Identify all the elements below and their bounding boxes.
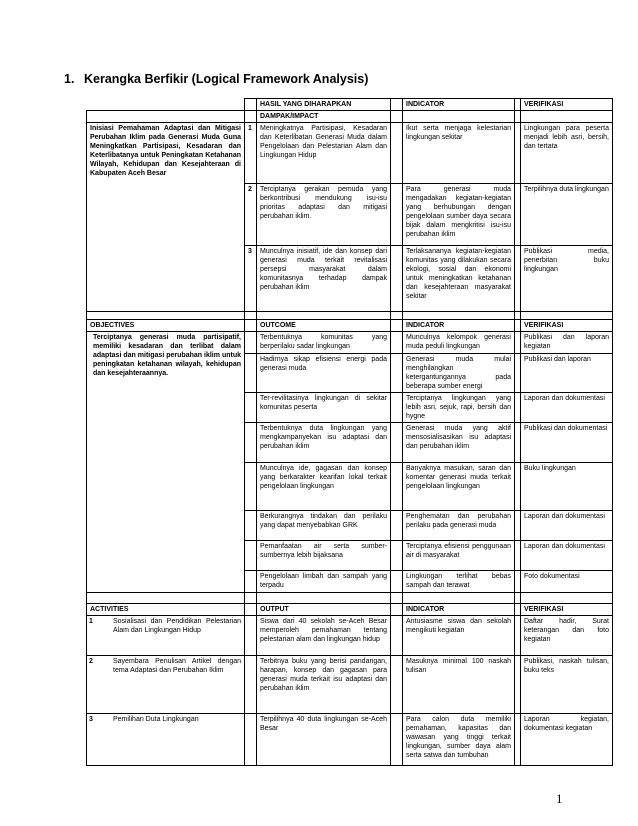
objective-statement: Terciptanya generasi muda partisipatif, memiliki kesadaran dan terlibat dalam adaptasi dan mitigasi perubahan iklim untuk peningkatan ketahanan wilayah, kehidupan dan kesejahteraannya. [87,332,245,593]
verification-cell: Laporan dan dokumentasi [521,511,613,541]
objectives-verification-header: VERIFIKASI [521,320,613,332]
impact-cell: Terciptanya gerakan pemuda yang berkontribusi mendukung isu-isu prioritas adaptasi dan mitigasi perubahan iklim. [257,184,391,246]
verification-cell: Publikasi dan laporan kegiatan [521,332,613,354]
indicator-cell: Penghematan dan perubahan perilaku pada generasi muda [403,511,515,541]
goal-row-number: 3 [245,246,257,312]
goal-row [87,123,613,184]
indicator-cell: Masuknya minimal 100 naskah tulisan [403,656,515,714]
activities-verification-header: VERIFIKASI [521,604,613,616]
goal-subheader-row [87,111,613,123]
indicator-cell: Terciptanya efisiensi penggunaan air di masyarakat [403,541,515,571]
section-title: Kerangka Berfikir (Logical Framework Analysis) [84,72,369,86]
activity-cell [87,656,245,714]
verification-cell: Terpilihnya duta lingkungan [521,184,613,246]
verification-cell: Publikasi, naskah tulisan, buku teks [521,656,613,714]
goal-row-number: 1 [245,123,257,184]
activity-number: 2 [89,658,93,665]
indicator-cell: Banyaknya masukan, saran dan komentar generasi muda terkait pengelolaan lingkungan [403,463,515,511]
spacer-row [87,593,613,604]
spacer-row [87,312,613,320]
verification-cell: Foto dokumentasi [521,571,613,593]
indicator-cell: Generasi muda yang aktif mensosialisasikan isu adaptasi dan perubahan iklim [403,423,515,463]
verification-cell: Laporan dan dokumentasi [521,393,613,423]
outcome-cell: Terbentuknya komunitas yang berperilaku sadar lingkungan [257,332,391,354]
outcome-cell: Munculnya ide, gagasan dan konsep yang berkarakter kearifan lokal terkait pengelolaan lingkungan [257,463,391,511]
outcome-cell: Pemanfaatan air serta sumber-sumbernya lebih bijaksana [257,541,391,571]
objectives-header-row [87,320,613,332]
activity-cell [87,616,245,656]
goal-header-row [87,99,613,111]
verification-cell: Daftar hadir, Surat keterangan dan foto kegiatan [521,616,613,656]
outcome-cell: Pengelolaan limbah dan sampah yang terpadu [257,571,391,593]
outcome-header: OUTCOME [257,320,391,332]
verification-cell: Buku lingkungan [521,463,613,511]
logframe-table-wrapper [86,98,612,778]
page-number: 1 [556,791,563,806]
outcome-cell: Terbentuknya duta lingkungan yang mengkampanyekan isu adaptasi dan perubahan iklim [257,423,391,463]
section-number: 1. [64,72,75,86]
activity-row [87,616,613,656]
output-header: OUTPUT [257,604,391,616]
activity-number: 1 [89,618,93,625]
indicator-cell: Ikut serta menjaga kelestarian lingkungan sekitar [403,123,515,184]
impact-cell: Meningkatnya Partisipasi, Kesadaran dan Keterlibatan Generasi Muda dalam Pengelolaan dan Pelestarian Alam dan Lingkungan Hidup [257,123,391,184]
verification-cell: Laporan kegiatan, dokumentasi kegiatan [521,714,613,766]
objectives-indicator-header: INDICATOR [403,320,515,332]
indicator-cell: Antusiasme siswa dan sekolah mengikuti kegiatan [403,616,515,656]
output-cell: Terpilihnya 40 duta lingkungan se-Aceh Besar [257,714,391,766]
verification-cell: Laporan dan dokumentasi [521,541,613,571]
impact-subheader: DAMPAK/IMPACT [257,111,391,123]
activity-text: Pemilihan Duta Lingkungan [113,716,199,723]
goal-statement: Inisiasi Pemahaman Adaptasi dan Mitigasi Perubahan Iklim pada Generasi Muda Guna Meningkatkan Partisipasi, Kesadaran dan Keterlibatanya untuk Peningkatan Ketahanan Wilayah, Kehidupan dan Kesejahteraan di Kabupaten Aceh Besar [87,123,245,312]
goal-verification-header: VERIFIKASI [521,99,613,111]
activities-indicator-header: INDICATOR [403,604,515,616]
indicator-cell: Lingkungan terlihat bebas sampah dan terawat [403,571,515,593]
activity-text: Sayembara Penulisan Artikel dengan tema Adaptasi dan Perubahan Iklim [113,658,241,674]
indicator-cell: Terciptanya lingkungan yang lebih asri, sejuk, rapi, bersih dan hygne [403,393,515,423]
outcome-cell: Hadirnya sikap efisiensi energi pada generasi muda [257,354,391,393]
activity-row [87,656,613,714]
activity-row [87,714,613,766]
verification-cell: Publikasi media, penerbitan buku lingkungan [521,246,613,312]
logframe-table [86,98,613,766]
indicator-cell: Para calon duta memiliki pemahaman, kapasitas dan wawasan yang tinggi terkait lingkungan, sumber daya alam serta satwa dan tumbuhan [403,714,515,766]
activity-cell [87,714,245,766]
verification-cell: Lingkungan para peserta menjadi lebih asri, bersih, dan tertata [521,123,613,184]
impact-cell: Munculnya inisiatif, ide dan konsep dari generasi muda terkait revitalisasi persepsi masyarakat dalam komunitasnya terhadap dampak perubahan iklim [257,246,391,312]
activity-number: 3 [89,716,93,723]
activity-text: Sosialisasi dan Pendidikan Pelestarian Alam dan Lingkungan Hidup [113,618,241,634]
impact-header: HASIL YANG DIHARAPKAN [257,99,391,111]
objectives-header: OBJECTIVES [87,320,245,332]
output-cell: Terbitnya buku yang berisi pandangan, harapan, konsep dan gagasan para generasi muda terkait isu adaptasi dan perubahan iklim [257,656,391,714]
outcome-cell: Berkurangnya tindakan dan perilaku yang dapat menyebabkan GRK [257,511,391,541]
indicator-cell: Terlaksananya kegiatan-kegiatan komunitas yang dilakukan secara ekologi, sosial dan ekonomi untuk meningkatkan ketahanan dan kesejahteraan masyarakat sekitar [403,246,515,312]
verification-cell: Publikasi dan laporan [521,354,613,393]
activities-header: ACTIVITIES [87,604,245,616]
verification-cell: Publikasi dan dokumentasi [521,423,613,463]
indicator-cell: Para generasi muda mengadakan kegiatan-kegiatan yang berhubungan dengan pengelolaan sumber daya secara bijak dalam mengkritisi isu-isu perubahan iklim [403,184,515,246]
outcome-row [87,332,613,354]
indicator-cell: Munculnya kelompok generasi muda peduli lingkungan [403,332,515,354]
outcome-cell: Ter-revilitasinya lingkungan di sekitar komunitas peserta [257,393,391,423]
goal-row-number: 2 [245,184,257,246]
activities-header-row [87,604,613,616]
indicator-cell: Generasi muda mulai menghilangkan ketergantungannya pada beberapa sumber energi [403,354,515,393]
output-cell: Siswa dari 40 sekolah se-Aceh Besar memperoleh pemahaman tentang pelestarian alam dan lingkungan hidup [257,616,391,656]
section-heading [64,72,368,86]
goal-indicator-header: INDICATOR [403,99,515,111]
